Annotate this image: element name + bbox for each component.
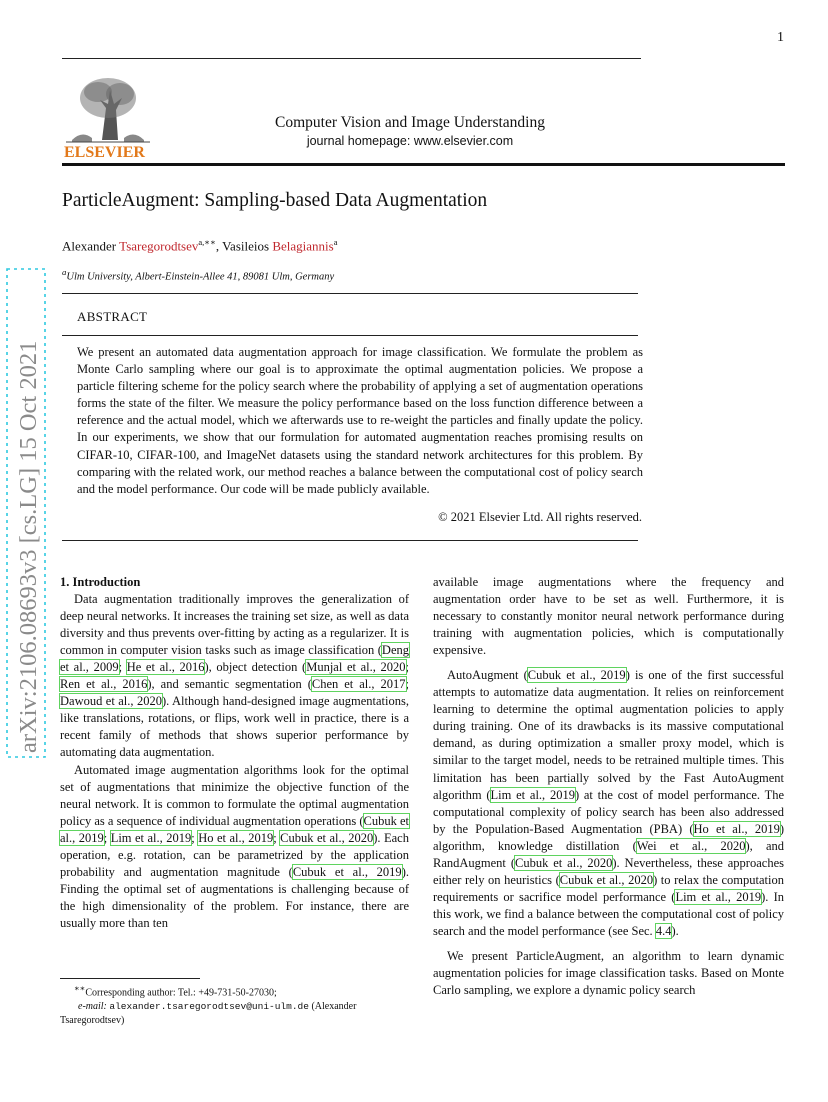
affiliation [62, 267, 334, 283]
paragraph-text: ), and semantic segmentation ( [147, 677, 312, 692]
footnote-email[interactable]: alexander.tsaregorodtsev@uni-ulm.de [109, 1001, 309, 1013]
citation-link[interactable]: Cubuk et al., 2019 [60, 813, 409, 845]
paragraph-text: ) at the cost of model performance. The computational complexity of policy search has been also addressed by the Population-Based Augmentation (PBA) ( [433, 787, 785, 836]
intro-paragraph-1 [60, 591, 409, 761]
affiliation-sup: a [62, 267, 67, 277]
paragraph-text: ; [273, 830, 281, 845]
footnote-rule [60, 978, 200, 979]
paper-title: ParticleAugment: Sampling-based Data Augmentation [62, 190, 488, 211]
citation-link[interactable]: Lim et al., 2019 [675, 889, 762, 904]
paragraph-text: ; [405, 660, 409, 675]
author-1-sup: a,∗∗ [198, 237, 216, 247]
citation-link[interactable]: Lim et al., 2019 [490, 787, 575, 802]
abstract-top-rule [62, 293, 638, 294]
paragraph-text: ) to relax the computation requirements or sacrifice model performance ( [433, 872, 784, 904]
paragraph-text: ; [191, 830, 199, 845]
paragraph-text: ; [405, 677, 409, 692]
intro-paragraph-3: available image augmentations where the frequency and augmentation order have to be set as well. Furthermore, it is necessary to constantly monitor neural network performance during training with augmentation policies, which is computationally expensive. [433, 575, 784, 658]
paragraph-text: Automated image augmentation algorithms look for the optimal set of augmentations that minimize the objective function of the neural network. It is common to formulate the optimal augmentation policy as a sequence of individual augmentation operations ( [60, 762, 409, 828]
citation-link[interactable]: Deng et al., 2009 [60, 643, 409, 675]
paragraph-text: ). Although hand-designed image augmentations, like translations, rotations, or flips, work well in practice, there is a recent family of methods that shows superior performance by automating data augmentation. [60, 694, 409, 760]
footnote-email-label: e-mail: [78, 1001, 110, 1013]
abstract-heading-rule [62, 335, 638, 336]
citation-link[interactable]: Ho et al., 2019 [693, 821, 780, 836]
author-1-last[interactable]: Tsaregorodtsev [119, 238, 199, 254]
paragraph-text: ). Finding the optimal set of augmentations is challenging because of the high dimensionality of the problem. For instance, there are usually more than ten [60, 864, 409, 930]
citation-link[interactable]: Cubuk et al., 2020 [559, 872, 654, 887]
paragraph-text: ). [671, 923, 679, 938]
author-2-last[interactable]: Belagiannis [272, 238, 334, 254]
section-heading: 1. Introduction [60, 575, 141, 589]
author-list [62, 237, 337, 254]
header-rule [62, 58, 641, 59]
journal-header [200, 114, 620, 150]
affiliation-text: Ulm University, Albert-Einstein-Allee 41, 89081 Ulm, Germany [66, 271, 335, 283]
elsevier-logo [62, 68, 154, 160]
intro-paragraph-2 [60, 762, 409, 932]
page-number: 1 [777, 30, 784, 45]
abstract-bottom-rule [62, 540, 638, 541]
citation-link[interactable]: Wei et al., 2020 [636, 838, 746, 853]
citation-link[interactable]: Cubuk et al., 2019 [292, 864, 402, 879]
paragraph-text: ). In this work, we find a balance between the computational cost of policy search and the model performance (see Sec. [433, 889, 785, 938]
header-thick-rule [62, 163, 785, 166]
author-separator: , Vasileios [215, 238, 273, 254]
paragraph-text: ) is one of the first successful attempts to automatize data augmentation. It relies on reinforcement learning to determine the optimal augmentation policies to apply during training. One of its drawbacks is its massive computational demand, as during optimization a smaller proxy model, which is similar to the target model, needs to be retrained multiple times. This limitation has been partially solved by the Fast AutoAugment algorithm ( [433, 668, 784, 802]
paragraph-text: ) algorithm, knowledge distillation ( [433, 821, 784, 853]
citation-link[interactable]: 4.4 [655, 923, 672, 938]
arxiv-id: arXiv:2106.08693v3 [cs.LG] 15 Oct 2021 [15, 340, 42, 753]
author-2-sup: a [333, 237, 338, 247]
footnote [60, 982, 410, 1028]
citation-link[interactable]: Ho et al., 2019 [198, 830, 274, 845]
paragraph-text: ; [118, 660, 127, 675]
paragraph-text: AutoAugment ( [447, 668, 528, 683]
citation-link[interactable]: Lim et al., 2019 [110, 830, 192, 845]
journal-homepage: journal homepage: www.elsevier.com [306, 134, 514, 148]
footnote-marker: ∗∗ [74, 984, 86, 993]
citation-link[interactable]: Dawoud et al., 2020 [60, 694, 162, 709]
arxiv-stamp[interactable] [6, 268, 46, 758]
journal-name: Computer Vision and Image Understanding [275, 114, 545, 131]
column-right [433, 574, 784, 999]
citation-link[interactable]: Ren et al., 2016 [60, 677, 148, 692]
citation-link[interactable]: Cubuk et al., 2020 [514, 855, 613, 870]
citation-link[interactable]: He et al., 2016 [126, 660, 205, 675]
paragraph-text: ). Each operation, e.g. rotation, can be parametrized by the application probability and augmentation magnitude ( [60, 830, 409, 879]
citation-link[interactable]: Cubuk et al., 2019 [527, 668, 626, 683]
footnote-line1: Corresponding author: Tel.: +49-731-50-27030; [85, 987, 277, 999]
author-1-first: Alexander [62, 238, 120, 254]
footnote-name: (Alexander Tsaregorodtsev) [60, 1001, 357, 1027]
intro-paragraph-5: We present ParticleAugment, an algorithm to learn dynamic augmentation policies for image classification tasks. Based on Monte Carlo sampling, we explore a dynamic policy search [433, 948, 784, 998]
citation-link[interactable]: Cubuk et al., 2020 [280, 830, 374, 845]
abstract-heading: ABSTRACT [77, 309, 148, 324]
paragraph-text: ), object detection ( [204, 660, 307, 675]
paragraph-text: ), and RandAugment ( [433, 838, 784, 870]
intro-paragraph-4 [433, 667, 784, 940]
publisher-wordmark: ELSEVIER [64, 144, 145, 160]
abstract-text: We present an automated data augmentation approach for image classification. We formulate the problem as Monte Carlo sampling where our goal is to approximate the optimal augmentation policies. We propose a particle filtering scheme for the policy search where the probability of applying a set of augmentation operations forms the state of the filter. We measure the policy performance based on the loss function difference between a reference and the actual model, which we afterwards use to re-weight the particles and finally update the policy. In our experiments, we show that our formulation for automated augmentation reaches promising results on CIFAR-10, CIFAR-100, and ImageNet datasets using the standard network architectures for this problem. By comparing with the related work, our method reaches a balance between the computational cost of policy search and the model performance. Our code will be made publicly available. [77, 345, 643, 496]
paragraph-text: ). Nevertheless, these approaches either rely on heuristics ( [433, 855, 784, 887]
paragraph-text: ; [103, 830, 111, 845]
citation-link[interactable]: Chen et al., 2017 [311, 677, 406, 692]
copyright-notice: © 2021 Elsevier Ltd. All rights reserved. [438, 510, 642, 524]
paragraph-text: Data augmentation traditionally improves the generalization of deep neural networks. It increases the training set size, as well as data diversity and thus prevents over-fitting by acting as a regularizer. It is common in computer vision tasks such as image classification ( [60, 592, 409, 658]
column-left [60, 574, 409, 932]
citation-link[interactable]: Munjal et al., 2020 [306, 660, 406, 675]
